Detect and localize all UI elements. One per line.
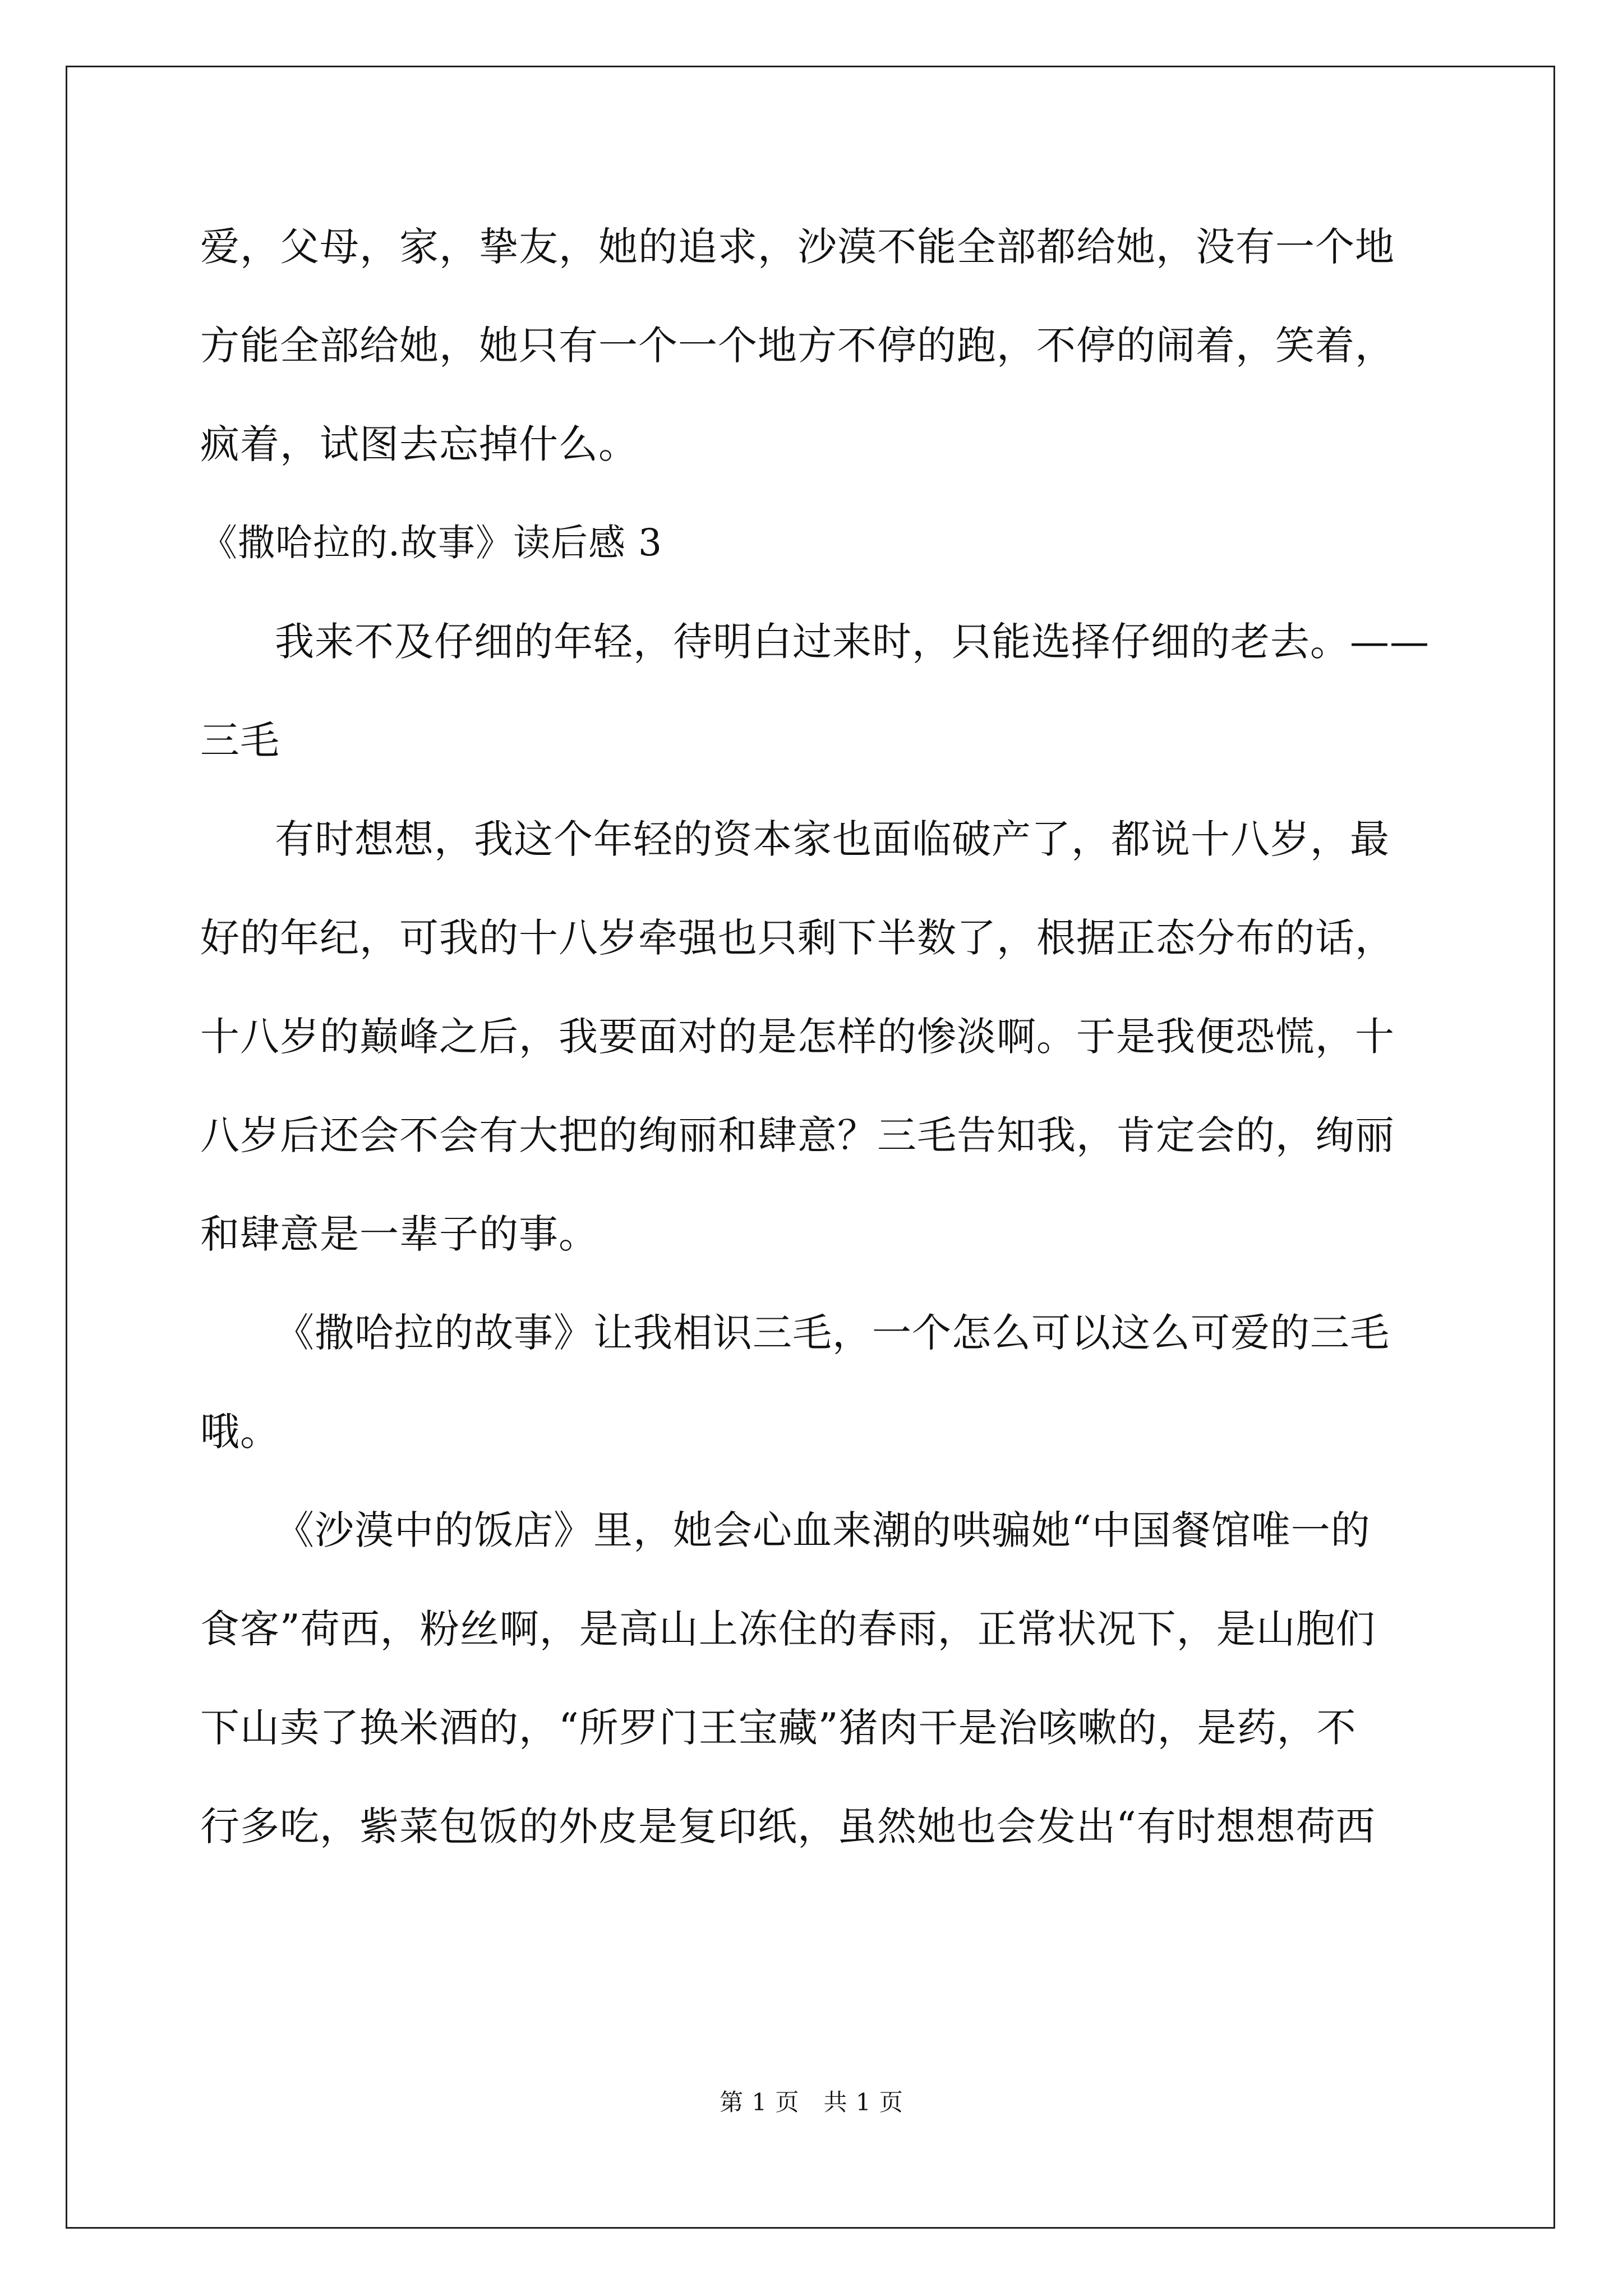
text-line: 八岁后还会不会有大把的绚丽和肆意？三毛告知我，肯定会的，绚丽	[200, 1112, 1395, 1158]
text-line: 哦。	[200, 1409, 280, 1455]
text-line: 食客”荷西，粉丝啊，是高山上冻住的春雨，正常状况下，是山胞们	[200, 1606, 1376, 1652]
text-line: 下山卖了换米酒的，“所罗门王宝藏”猪肉干是治咳嗽的，是药，不	[200, 1705, 1357, 1751]
text-line: 十八岁的巅峰之后，我要面对的是怎样的惨淡啊。于是我便恐慌，十	[200, 1014, 1395, 1060]
text-line: 行多吃，紫菜包饭的外皮是复印纸，虽然她也会发出“有时想想荷西	[200, 1803, 1376, 1849]
text-line: 方能全部给她，她只有一个一个地方不停的跑，不停的闹着，笑着，	[200, 323, 1395, 369]
page-footer: 第 1 页 共 1 页	[720, 2088, 903, 2116]
section-heading: 《撒哈拉的.故事》读后感 3	[200, 521, 662, 564]
text-line: 《沙漠中的饭店》里，她会心血来潮的哄骗她“中国餐馆唯一的	[275, 1507, 1371, 1553]
text-line: 疯着，试图去忘掉什么。	[200, 421, 638, 467]
text-line: 《撒哈拉的故事》让我相识三毛，一个怎么可以这么可爱的三毛	[275, 1310, 1390, 1356]
text-line: 爱，父母，家，挚友，她的追求，沙漠不能全部都给她，没有一个地	[200, 224, 1395, 270]
text-line: 我来不及仔细的年轻，待明白过来时，只能选择仔细的老去。——	[275, 619, 1430, 665]
text-line: 和肆意是一辈子的事。	[200, 1211, 598, 1257]
text-line: 三毛	[200, 717, 280, 763]
text-line: 好的年纪，可我的十八岁牵强也只剩下半数了，根据正态分布的话，	[200, 915, 1395, 961]
text-line: 有时想想，我这个年轻的资本家也面临破产了，都说十八岁，最	[275, 816, 1390, 862]
